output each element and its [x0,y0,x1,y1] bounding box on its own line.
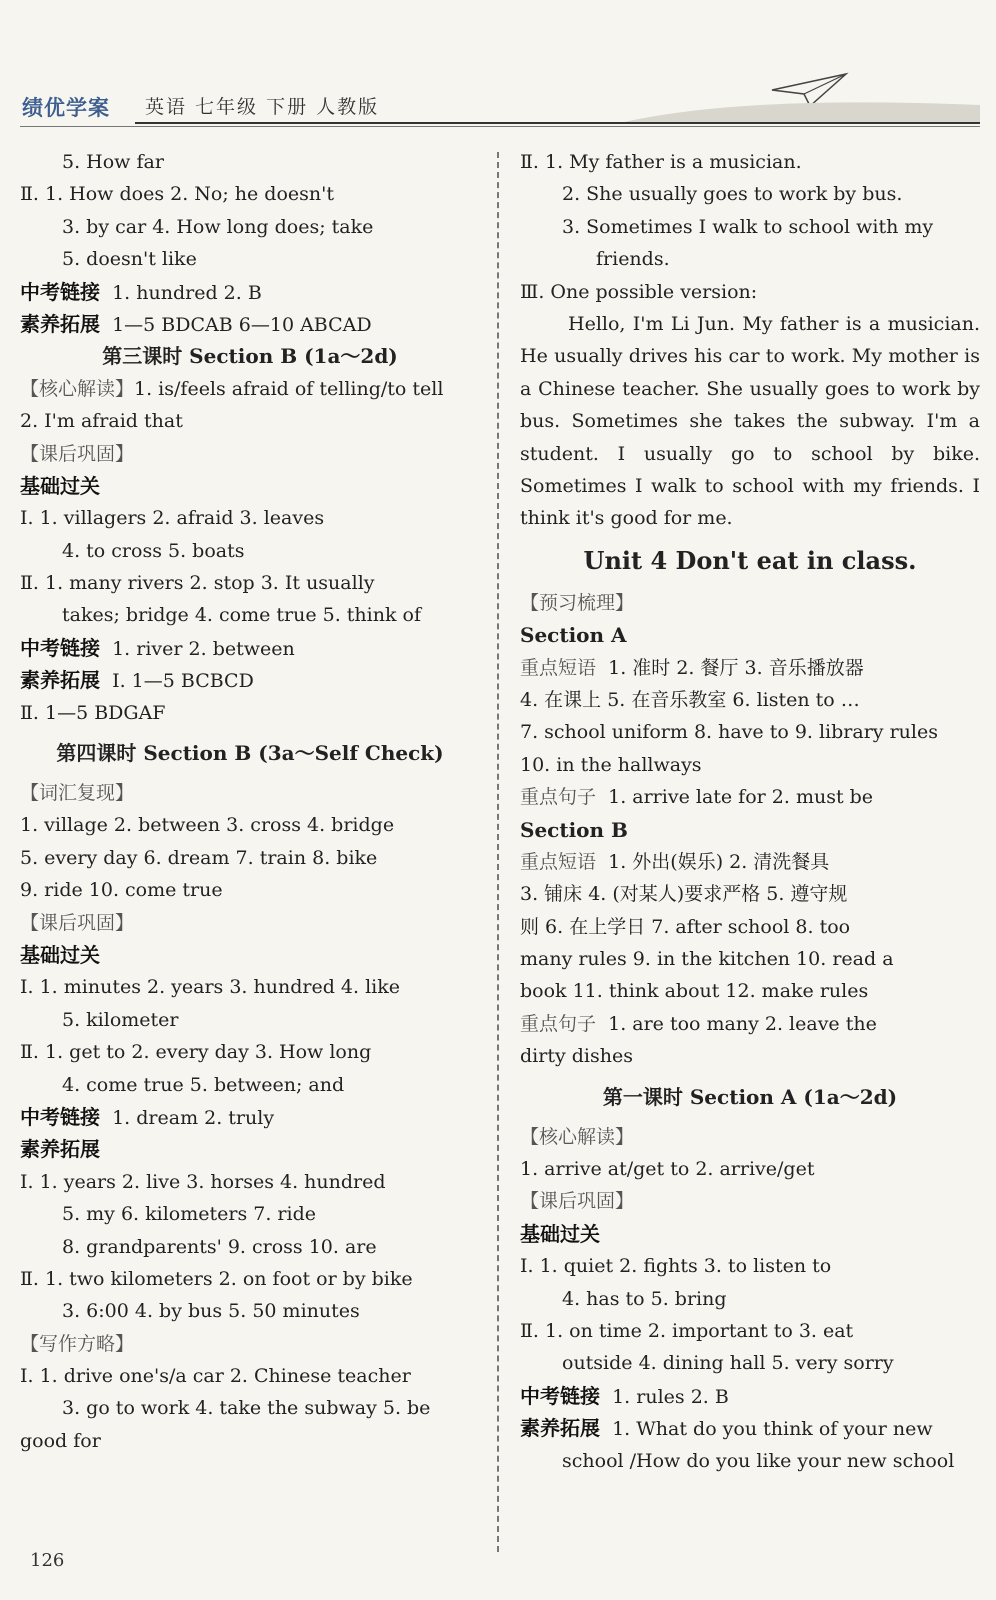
answer-line: Ⅱ. 1. My father is a musician. [520,151,802,173]
answer-line: 4. has to 5. bring [562,1287,727,1310]
lesson-heading: 第三课时 Section B (1a～2d) [102,344,398,369]
answer-line: 8. grandparents' 9. cross 10. are [62,1235,377,1258]
answer-line: Ⅱ. 1. two kilometers 2. on foot or by bike [20,1267,413,1290]
answer-line: 10. in the hallways [520,753,702,776]
answer-line: many rules 9. in the kitchen 10. read a [520,948,894,971]
label-key-phrases: 重点短语 [520,850,597,873]
label-basics: 基础过关 [520,1221,600,1246]
answer-text: 1. What do you think of your new [612,1418,933,1441]
answer-text: 1. river 2. between [112,637,295,660]
answer-line: 5. kilometer [62,1008,179,1031]
answer-line: friends. [596,248,670,271]
answer-line: Ⅱ. 1. How does 2. No; he doesn't [20,183,334,206]
answer-line: 则 6. 在上学日 7. after school 8. too [520,915,851,938]
essay-paragraph: Hello, I'm Li Jun. My father is a musician. He usually drives his car to work. My mother is a Chinese teacher. She usually goes to work by bus. Sometimes she takes the subway. I'm a student. I usually go to school by bike. Sometimes I walk to school with my friends. I think it's good for me. [520,312,980,530]
answer-line: 3. Sometimes I walk to school with my [562,215,934,238]
label-key-sentences: 重点句子 [520,786,597,809]
label-suyang: 素养拓展 [20,668,100,693]
answer-line: 3. 6:00 4. by bus 5. 50 minutes [62,1300,360,1323]
header-rule [135,122,980,124]
label-key-phrases: 重点短语 [520,656,597,679]
section-title: Section B [520,817,628,842]
label-key-sentences: 重点句子 [520,1012,597,1035]
label-suyang: 素养拓展 [520,1416,600,1441]
answer-line: Ⅰ. 1. villagers 2. afraid 3. leaves [20,507,325,530]
answer-line: Ⅰ. 1. minutes 2. years 3. hundred 4. like [20,976,400,999]
answer-line: 1. village 2. between 3. cross 4. bridge [20,814,395,837]
answer-line: good for [20,1429,101,1452]
answer-line: 1. arrive at/get to 2. arrive/get [520,1158,815,1181]
answer-text: 1. hundred 2. B [112,281,262,304]
label-zhongkao: 中考链接 [20,279,100,304]
tag-core: 【核心解读】 [20,377,135,400]
label-basics: 基础过关 [20,473,100,498]
tag-review: 【课后巩固】 [20,911,135,934]
answer-line: Ⅱ. 1. get to 2. every day 3. How long [20,1041,372,1064]
answer-line: 3. 铺床 4. (对某人)要求严格 5. 遵守规 [520,883,848,906]
tag-review: 【课后巩固】 [520,1190,635,1213]
answer-text: Ⅰ. 1—5 BCBCD [112,670,254,693]
label-zhongkao: 中考链接 [20,635,100,660]
answer-line: takes; bridge 4. come true 5. think of [62,604,422,627]
unit-title: Unit 4 Don't eat in class. [583,545,917,575]
answer-line: school /How do you like your new school [562,1449,955,1472]
answer-line: book 11. think about 12. make rules [520,980,869,1003]
answer-text: 1. rules 2. B [612,1385,729,1408]
page-number: 126 [30,1550,65,1571]
book-subtitle: 英语 七年级 下册 人教版 [145,96,380,118]
answer-text: 1. are too many 2. leave the [608,1012,877,1035]
answer-line: 5. my 6. kilometers 7. ride [62,1203,316,1226]
right-column [520,146,980,1477]
answer-text: 1. dream 2. truly [112,1106,275,1129]
label-zhongkao: 中考链接 [20,1104,100,1129]
answer-line: 3. by car 4. How long does; take [62,215,374,238]
page-header [0,0,996,145]
answer-text: 1. arrive late for 2. must be [608,786,874,809]
answer-text: 1. 准时 2. 餐厅 3. 音乐播放器 [608,656,864,679]
answer-line: Ⅰ. 1. drive one's/a car 2. Chinese teacher [20,1365,411,1388]
answer-line: Ⅰ. 1. years 2. live 3. horses 4. hundred [20,1170,386,1193]
label-zhongkao: 中考链接 [520,1383,600,1408]
answer-line: 2. I'm afraid that [20,410,183,433]
label-suyang: 素养拓展 [20,1137,100,1162]
left-column [20,146,480,1457]
answer-line: Ⅱ. 1. on time 2. important to 3. eat [520,1320,854,1342]
header-wave-decoration [620,95,980,125]
header-rule-thin [20,126,980,127]
label-suyang: 素养拓展 [20,311,100,336]
answer-line: Ⅲ. One possible version: [520,280,758,303]
answer-line: 5. every day 6. dream 7. train 8. bike [20,846,378,869]
answer-line: Ⅱ. 1—5 BDGAF [20,701,166,724]
label-basics: 基础过关 [20,942,100,967]
answer-line: 4. 在课上 5. 在音乐教室 6. listen to … [520,688,860,711]
answer-text: 1. is/feels afraid of telling/to tell [134,377,444,400]
answer-line: 2. She usually goes to work by bus. [562,183,903,206]
answer-line: 7. school uniform 8. have to 9. library rules [520,721,938,744]
answer-line: dirty dishes [520,1045,633,1068]
lesson-heading: 第一课时 Section A (1a～2d) [602,1084,898,1109]
answer-line: Ⅰ. 1. quiet 2. fights 3. to listen to [520,1255,832,1278]
answer-text: 1—5 BDCAB 6—10 ABCAD [112,313,372,336]
answer-line: Ⅱ. 1. many rivers 2. stop 3. It usually [20,572,375,595]
answer-line: outside 4. dining hall 5. very sorry [562,1352,894,1375]
answer-line: 4. to cross 5. boats [62,539,245,562]
answer-line: 4. come true 5. between; and [62,1073,345,1096]
tag-review: 【课后巩固】 [20,442,135,465]
tag-writing: 【写作方略】 [20,1332,135,1355]
tag-vocab: 【词汇复现】 [20,782,135,805]
answer-line: 3. go to work 4. take the subway 5. be [62,1397,431,1420]
book-logo: 绩优学案 [22,96,110,120]
section-title: Section A [520,623,627,648]
tag-core: 【核心解读】 [520,1125,635,1148]
column-divider [497,152,499,1552]
tag-preview: 【预习梳理】 [520,591,635,614]
answer-line: 5. doesn't like [62,248,197,271]
answer-text: 1. 外出(娱乐) 2. 清洗餐具 [608,850,830,873]
answer-line: 5. How far [62,151,164,173]
answer-line: 9. ride 10. come true [20,879,223,902]
lesson-heading: 第四课时 Section B (3a～Self Check) [56,741,444,766]
